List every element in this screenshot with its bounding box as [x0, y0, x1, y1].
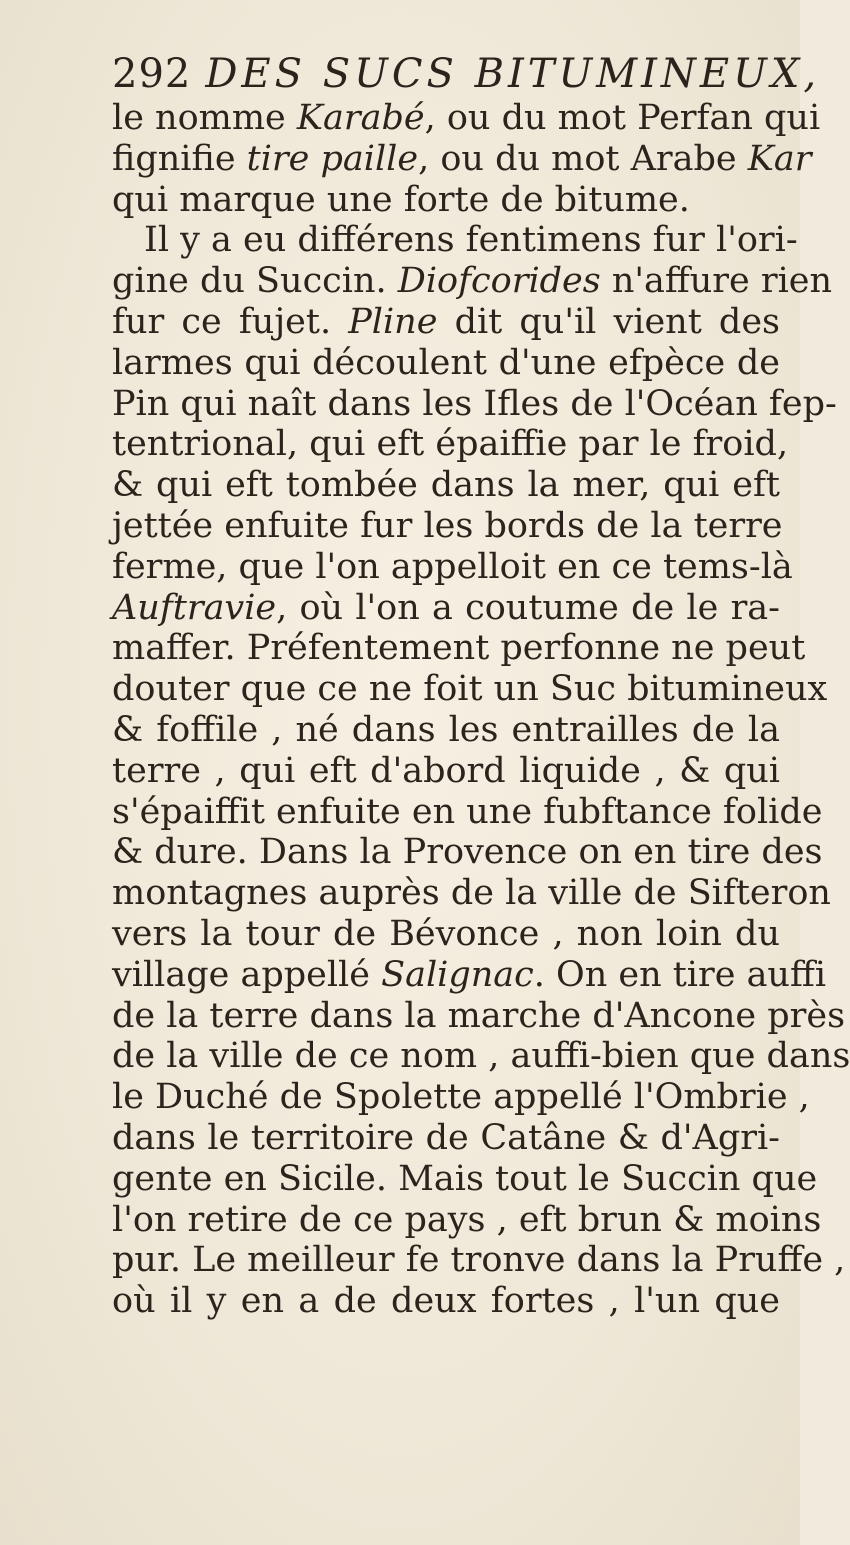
text-line	[112, 343, 780, 384]
text-line	[112, 628, 806, 669]
text-segment: village appellé	[112, 954, 382, 995]
text-segment: montagnes auprès de la ville de Sifteron	[112, 873, 831, 914]
text-segment: le nomme	[112, 98, 297, 138]
text-segment: s'épaiffit enfuite en une fubftance folide	[112, 791, 823, 832]
text-segment: maffer. Préfentement perfonne ne peut	[112, 628, 806, 669]
italic-text: Pline	[348, 301, 438, 342]
text-segment: gente en Sicile. Mais tout le Succin que	[112, 1158, 818, 1199]
text-segment: dans le territoire de Catâne & d'Agri-	[112, 1117, 780, 1158]
text-line	[112, 261, 833, 302]
text-line	[112, 1036, 850, 1077]
italic-text: Auftravie	[112, 587, 277, 628]
text-line	[112, 220, 798, 261]
text-segment: Pin qui naît dans les Ifles de l'Océan fep-	[112, 383, 837, 424]
text-line	[112, 791, 823, 833]
text-line	[112, 914, 780, 955]
page-number: 292	[112, 51, 192, 97]
text-line	[112, 424, 789, 465]
italic-text: tire paille	[246, 138, 419, 179]
text-segment: qui marque une forte de bitume.	[112, 179, 690, 220]
text-line	[112, 383, 837, 425]
text-segment: & foffile , né dans les entrailles de la	[112, 709, 780, 750]
page-header	[112, 46, 820, 102]
text-segment: fignifie	[112, 138, 247, 179]
text-segment: . On en tire auffi	[533, 954, 827, 995]
italic-text: Kar	[747, 138, 812, 179]
text-segment: ferme, que l'on appelloit en ce tems-là	[112, 546, 793, 587]
text-line	[112, 546, 793, 588]
text-line	[112, 1240, 846, 1281]
body-text	[112, 98, 850, 1322]
italic-text: Diofcorides	[397, 261, 601, 302]
text-line	[112, 710, 780, 751]
text-line	[112, 302, 780, 343]
text-line	[112, 1158, 818, 1200]
text-line	[112, 180, 780, 221]
text-segment: de la ville de ce nom , auffi-bien que dans	[112, 1036, 850, 1077]
text-segment: vers la tour de Bévonce , non loin du	[112, 913, 780, 954]
text-segment: tentrional, qui eft épaiffie par le froid,	[112, 424, 789, 465]
italic-text: Salignac	[381, 954, 534, 995]
text-segment: pur. Le meilleur fe tronve dans la Pruffe ,	[112, 1240, 846, 1281]
text-segment: , ou du mot Perfan qui	[424, 98, 821, 138]
text-segment: & qui eft tombée dans la mer, qui eft	[112, 465, 780, 506]
text-segment: n'affure rien	[600, 261, 833, 302]
text-line	[112, 995, 846, 1037]
text-segment: , ou du mot Arabe	[418, 138, 748, 179]
text-segment: gine du Succin.	[112, 261, 398, 302]
text-segment: fur ce fujet.	[112, 301, 349, 342]
text-line	[112, 1077, 810, 1118]
italic-text: Karabé	[296, 98, 425, 138]
text-line	[112, 505, 783, 547]
text-segment: Il y a eu différens fentimens fur l'ori-	[144, 220, 798, 261]
text-line	[112, 1199, 822, 1241]
text-segment: dit qu'il vient des	[437, 301, 780, 342]
text-segment: l'on retire de ce pays , eft brun & moins	[112, 1199, 822, 1240]
text-segment: où il y en a de deux fortes , l'un que	[112, 1281, 780, 1322]
text-line	[112, 669, 828, 710]
text-segment: terre , qui eft d'abord liquide , & qui	[112, 750, 780, 791]
text-segment: larmes qui découlent d'une efpèce de	[112, 342, 780, 383]
text-line	[112, 138, 812, 180]
text-segment: douter que ce ne foit un Suc bitumineux	[112, 669, 828, 710]
text-line	[112, 1118, 780, 1159]
text-segment: , où l'on a coutume de le ra-	[276, 587, 780, 628]
text-line	[112, 832, 823, 873]
text-segment: jettée enfuite fur les bords de la terre	[112, 505, 783, 546]
text-line	[112, 873, 831, 914]
text-line	[112, 751, 780, 792]
text-line	[112, 465, 780, 506]
text-segment: le Duché de Spolette appellé l'Ombrie ,	[112, 1077, 810, 1118]
text-line	[112, 1281, 780, 1322]
text-line	[112, 588, 780, 629]
running-title: DES SUCS BITUMINEUX,	[205, 51, 821, 97]
text-line	[112, 954, 827, 996]
text-segment: de la terre dans la marche d'Ancone près	[112, 995, 846, 1036]
text-line	[112, 98, 821, 139]
text-segment: & dure. Dans la Provence on en tire des	[112, 832, 823, 873]
